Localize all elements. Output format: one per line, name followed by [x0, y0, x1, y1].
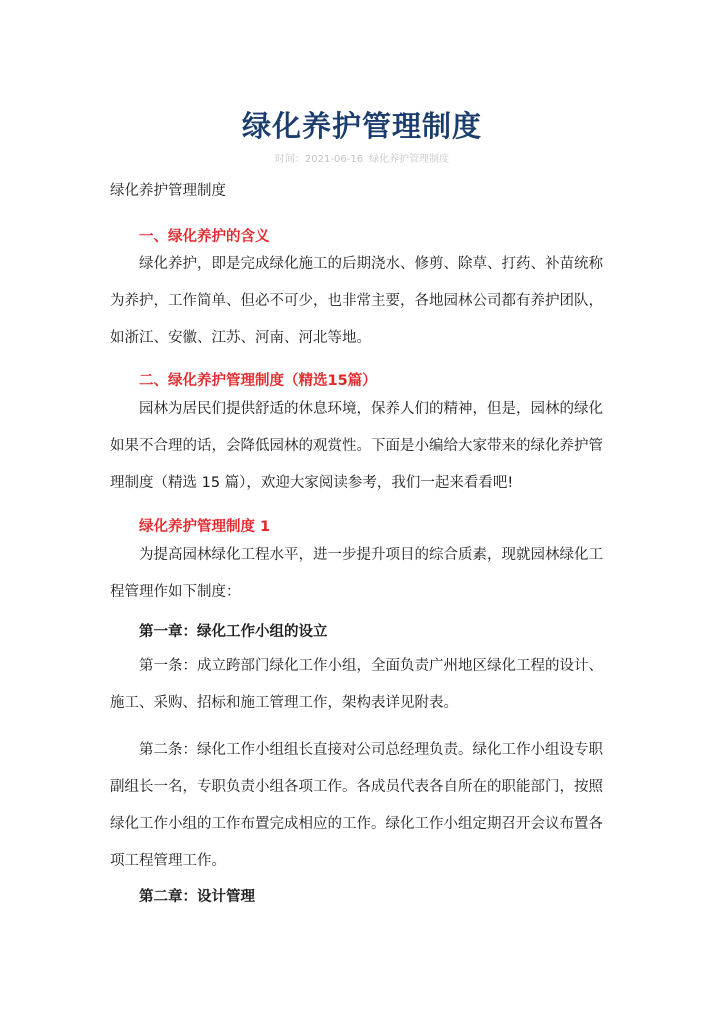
publish-time: 时间：2021-06-16: [274, 154, 364, 165]
paragraph-line: 第一条：成立跨部门绿化工作小组，全面负责广州地区绿化工程的设计、: [139, 658, 603, 674]
chapter-heading-1: 第一章：绿化工作小组的设立: [139, 624, 328, 640]
paragraph-line: 绿化工作小组的工作布置完成相应的工作。绿化工作小组定期召开会议布置各: [110, 816, 603, 832]
document-subtitle: 绿化养护管理制度: [110, 183, 226, 199]
paragraph-line: 如果不合理的话，会降低园林的观赏性。下面是小编给大家带来的绿化养护管: [110, 438, 603, 454]
paragraph-line: 为提高园林绿化工程水平，进一步提升项目的综合质素，现就园林绿化工: [139, 547, 603, 563]
clause-1-paragraph: [110, 648, 615, 722]
article-heading-1: 绿化养护管理制度 1: [139, 519, 271, 535]
paragraph-line: 绿化养护，即是完成绿化施工的后期浇水、修剪、除草、打药、补苗统称: [139, 256, 603, 272]
article-1-paragraph: [110, 537, 615, 611]
document-title: 绿化养护管理制度: [241, 109, 482, 143]
paragraph-line: 项工程管理工作。: [110, 853, 226, 869]
paragraph-line: 为养护，工作简单、但必不可少，也非常主要，各地园林公司都有养护团队，: [110, 293, 603, 309]
clause-2-paragraph: [110, 732, 615, 880]
chapter-heading-2: 第二章：设计管理: [139, 889, 255, 905]
paragraph-line: 程管理作如下制度：: [110, 584, 241, 600]
paragraph-line: 第二条：绿化工作小组组长直接对公司总经理负责。绿化工作小组设专职: [139, 742, 603, 758]
section-1-paragraph: [110, 246, 615, 357]
section-heading-2: 二、绿化养护管理制度（精选15篇）: [139, 373, 377, 389]
section-heading-1: 一、绿化养护的含义: [139, 229, 270, 245]
category-link[interactable]: 绿化养护管理制度: [369, 154, 450, 165]
paragraph-line: 园林为居民们提供舒适的休息环境，保养人们的精神，但是，园林的绿化: [139, 401, 603, 417]
paragraph-line: 理制度（精选 15 篇），欢迎大家阅读参考，我们一起来看看吧!: [110, 475, 514, 491]
document-meta: [0, 153, 724, 167]
paragraph-line: 如浙江、安徽、江苏、河南、河北等地。: [110, 330, 371, 346]
paragraph-line: 施工、采购、招标和施工管理工作，架构表详见附表。: [110, 695, 458, 711]
paragraph-line: 副组长一名，专职负责小组各项工作。各成员代表各自所在的职能部门，按照: [110, 779, 603, 795]
section-2-paragraph: [110, 391, 615, 502]
